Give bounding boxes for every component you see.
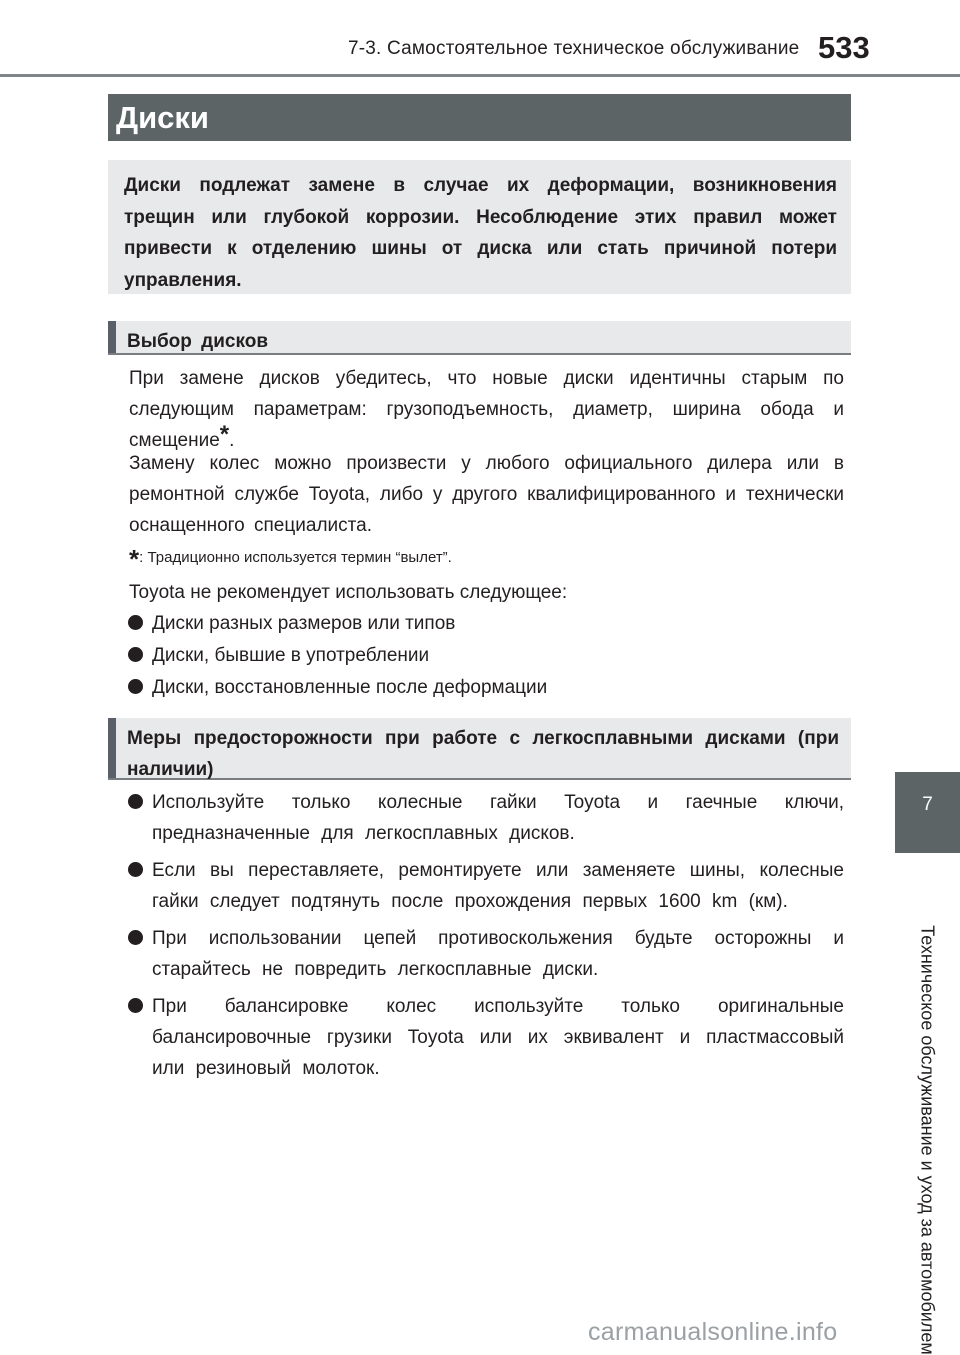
watermark: carmanualsonline.info <box>588 1318 838 1346</box>
section-heading-alloy-precautions <box>108 718 851 780</box>
list-item <box>128 855 844 917</box>
alloy-precautions-list <box>128 787 844 1090</box>
list-item-text: При использовании цепей противоскольжения будьте осторожны и старайтесь не повредить легкосплавные диски. <box>152 928 844 980</box>
paragraph-end: . <box>229 430 235 451</box>
bullet-icon <box>128 647 143 662</box>
header-divider <box>0 74 960 77</box>
list-item-text: Диски, бывшие в употреблении <box>152 645 430 666</box>
bullet-icon <box>128 930 143 945</box>
bullet-icon <box>128 862 143 877</box>
page-title-bar <box>108 94 851 141</box>
footnote-text: : Традиционно используется термин “вылет”. <box>139 549 452 566</box>
list-item <box>128 787 844 849</box>
chapter-side-title: Техническое обслуживание и уход за автомобилем <box>917 925 938 1355</box>
paragraph-text: При замене дисков убедитесь, что новые диски идентичны старым по следующим параметрам: грузоподъемность, диаметр, ширина обода и смещение <box>129 368 844 451</box>
bullet-icon <box>128 998 143 1013</box>
intro-box <box>108 160 851 294</box>
list-item-text: Используйте только колесные гайки Toyota и гаечные ключи, предназначенные для легкосплавных дисков. <box>152 792 844 844</box>
list-item <box>128 640 844 671</box>
paragraph-dealer: Замену колес можно произвести у любого официального дилера или в ремонтной службе Toyota, либо у другого квалифицированного и технически оснащенного специалиста. <box>129 453 844 536</box>
heading-accent-bar <box>108 718 116 778</box>
list-item <box>128 991 844 1084</box>
page-title: Диски <box>116 100 209 135</box>
not-recommended-list <box>128 608 844 704</box>
list-item-text: При балансировке колес используйте только оригинальные балансировочные грузики Toyota или их эквивалент и пластмассовый или резиновый молоток. <box>152 996 844 1079</box>
bullet-icon <box>128 679 143 694</box>
paragraph-not-recommended: Toyota не рекомендует использовать следующее: <box>129 582 568 603</box>
chapter-number: 7 <box>922 794 933 815</box>
intro-text: Диски подлежат замене в случае их деформации, возникновения трещин или глубокой коррозии. Несоблюдение этих правил может привести к отделению шины от диска или стать причиной потери управления. <box>124 175 837 291</box>
list-item-text: Диски разных размеров или типов <box>152 613 456 634</box>
section-heading-text: Меры предосторожности при работе с легкосплавными дисками (при наличии) <box>127 728 839 780</box>
list-item <box>128 672 844 703</box>
list-item <box>128 923 844 985</box>
heading-accent-bar <box>108 321 116 353</box>
list-item <box>128 608 844 639</box>
chapter-header: 7-3. Самостоятельное техническое обслуживание <box>348 38 800 59</box>
page-number: 533 <box>818 30 870 65</box>
footnote <box>129 544 452 575</box>
chapter-tab <box>895 772 960 853</box>
section-heading-text: Выбор дисков <box>127 331 269 352</box>
section-heading-wheel-selection <box>108 321 851 355</box>
list-item-text: Если вы переставляете, ремонтируете или заменяете шины, колесные гайки следует подтянуть после прохождения первых 1600 km (км). <box>152 860 844 912</box>
paragraph-replacement <box>129 363 844 456</box>
list-item-text: Диски, восстановленные после деформации <box>152 677 548 698</box>
bullet-icon <box>128 794 143 809</box>
footnote-reference: * <box>219 421 230 448</box>
bullet-icon <box>128 615 143 630</box>
footnote-mark: * <box>129 544 140 574</box>
